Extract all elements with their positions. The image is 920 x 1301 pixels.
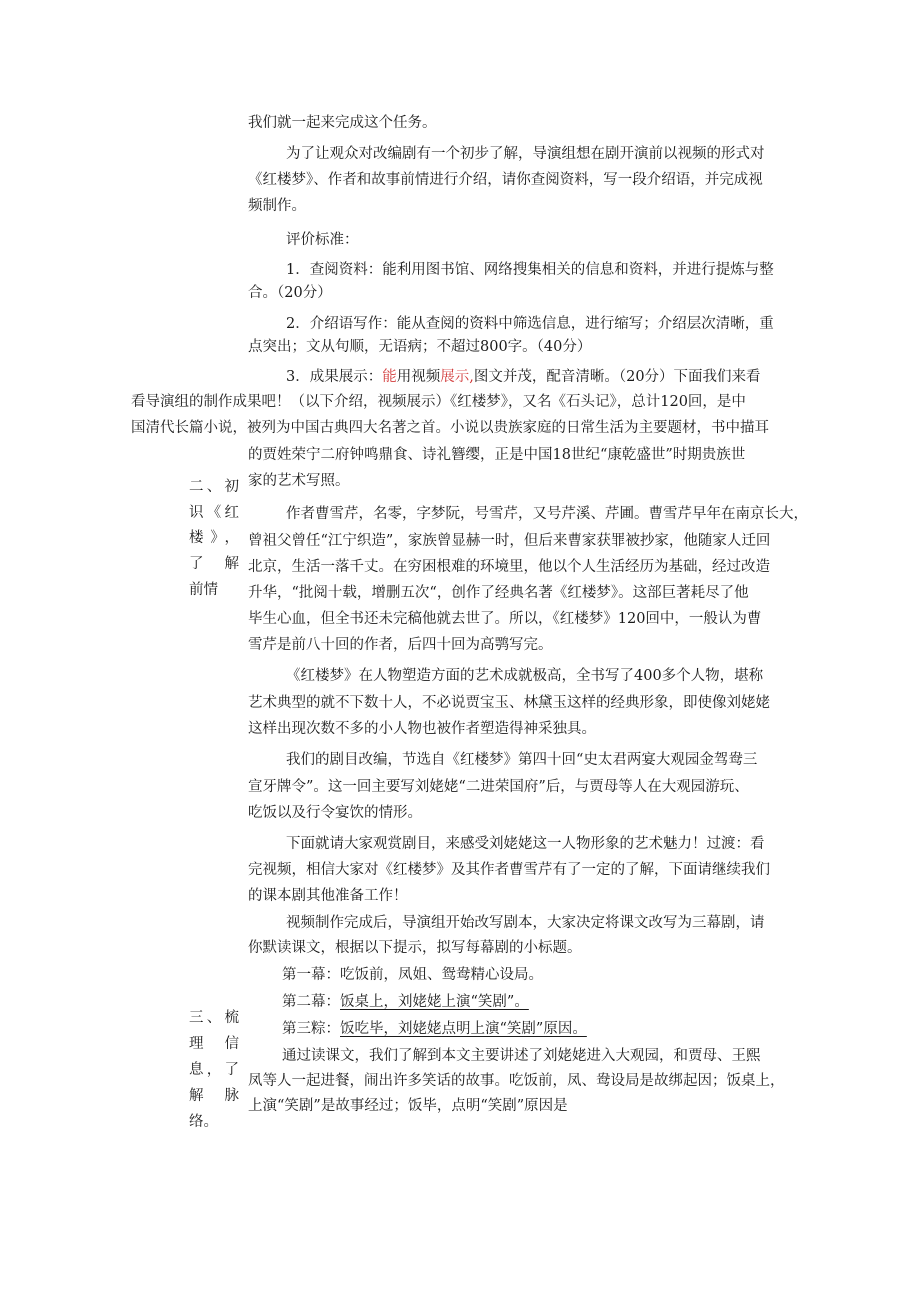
chars-line-1: 《红楼梦》在人物塑造方面的艺术成就极高，全书写了400多个人物，堪称 [286, 668, 764, 684]
section-3-label-1: 三、梳 [189, 1010, 239, 1026]
criteria-1-line-1: 1．查阅资料：能利用图书馆、网络搜集相关的信息和资料，并进行提炼与整 [286, 262, 774, 278]
act-3-answer: 饭吃毕，刘姥姥点明上演“笑剧”原因。 [340, 1021, 587, 1037]
section-2-label-1: 二、初 [189, 479, 239, 495]
summary-line-1: 通过读课文，我们了解到本文主要讲述了刘姥姥进入大观园，和贾母、王熙 [282, 1048, 761, 1064]
criteria-2-line-2: 点突出；文从句顺，无语病；不超过800字。（40分） [248, 339, 592, 355]
task-line-2: 《红楼梦》、作者和故事前情进行介绍，请你查阅资料，写一段介绍语，并完成视 [248, 172, 763, 188]
author-line-4: 升华，“批阅十载，增删五次“，创作了经典名著《红楼梦》。这部巨著耗尽了他 [248, 585, 749, 601]
watch-line-2: 完视频，相信大家对《红楼梦》及其作者曹雪芹有了一定的了解，下面请继续我们 [248, 862, 770, 878]
author-line-2: 曾祖父曾任“江宁织造”，家族曾显赫一时，但后来曹家获罪被抄家，他随家人迁回 [248, 533, 771, 549]
section-2-label-2: 识《红 [189, 505, 239, 521]
chars-line-2: 艺术典型的就不下数十人，不必说贾宝玉、林黛玉这样的经典形象，即使像刘姥姥 [248, 695, 770, 711]
criteria-3-pre: 3．成果展示： [286, 369, 383, 385]
criteria-3-red-2: 展示, [440, 369, 474, 385]
adapt-line-2: 宣牙牌令”。这一回主要写刘姥姥“二进荣国府”后，与贾母等人在大观园游玩、 [248, 779, 749, 795]
watch-line-3: 的课本剧其他准备工作！ [248, 888, 408, 904]
adapt-line-1: 我们的剧目改编，节选自《红楼梦》第四十回“史太君两宴大观园金驾鸯三 [286, 752, 758, 768]
watch-line-1: 下面就请大家观赏剧目，来感受刘姥姥这一人物形象的艺术魅力！过渡：看 [286, 836, 765, 852]
intro-line-1: 看导演组的制作成果吧！（以下介绍，视频展示）《红楼梦》，又名《石头记》，总计120回，是中 [131, 394, 746, 410]
summary-line-2: 凤等人一起进餐，闹出许多笑话的故事。吃饭前，凤、鸯设局是故绑起因；饭桌上， [248, 1073, 785, 1089]
criteria-title: 评价标准： [286, 232, 359, 248]
adapt-line-3: 吃饭以及行令宴饮的情形。 [248, 805, 422, 821]
section-3-label-3: 息，了 [189, 1062, 239, 1078]
author-line-3: 北京，生活一落千丈。在穷困根难的环境里，他以个人生活经历为基础，经过改造 [248, 559, 770, 575]
author-line-6: 雪芹是前八十回的作者，后四十回为高鹗写完。 [248, 637, 553, 653]
chars-line-3: 这样出现次数不多的小人物也被作者塑造得神采独具。 [248, 721, 596, 737]
intro-line-3: 的贾姓荣宁二府钟鸣鼎食、诗礼簪缨，正是中国18世纪“康乾盛世”时期贵族世 [248, 447, 746, 463]
act-2-prefix: 第二幕： [282, 994, 340, 1010]
task-line-3: 频制作。 [248, 198, 306, 214]
author-line-1: 作者曹雪芹，名零，字梦阮，号雪芹，又号芹溪、芹圃。曹雪芹早年在南京长大， [286, 506, 808, 522]
section-3-label-2: 理 信 [189, 1036, 239, 1052]
task-line-1: 为了让观众对改编剧有一个初步了解，导演组想在剧开演前以视频的形式对 [286, 146, 765, 162]
section-2-label-5: 前情 [189, 582, 218, 598]
video-line-2: 你默读课文，根据以下提示，拟写每幕剧的小标题。 [248, 940, 582, 956]
criteria-3-red-1: 能 [382, 369, 397, 385]
act-1: 第一幕：吃饭前，凤姐、鸳鸯精心设局。 [282, 967, 543, 983]
criteria-1-line-2: 合。（20分） [248, 285, 332, 301]
act-2 [282, 991, 529, 1013]
criteria-3-mid: 用视频 [396, 369, 441, 385]
criteria-3-post: 图文并茂，配音清晰。（20分）下面我们来看 [473, 369, 761, 385]
section-2-label-3: 楼》， [189, 530, 239, 546]
section-3-label-4: 解 脉 [189, 1088, 239, 1104]
section-3-label-5: 络。 [189, 1114, 218, 1130]
intro-line-2: 国清代长篇小说，被列为中国古典四大名著之首。小说以贵族家庭的日常生活为主要题材，书中描耳 [131, 420, 769, 436]
summary-line-3: 上演“笑剧”是故事经过；饭毕，点明“笑剧”原因是 [248, 1098, 568, 1114]
section-2-label-4: 了 解 [189, 556, 239, 572]
video-line-1: 视频制作完成后，导演组开始改写剧本，大家决定将课文改写为三幕剧，请 [286, 915, 765, 931]
act-3 [282, 1018, 587, 1040]
criteria-2-line-1: 2．介绍语写作：能从查阅的资料中筛选信息，进行缩写；介绍层次清晰，重 [286, 316, 774, 332]
act-2-answer: 饭桌上，刘姥姥上演“笑剧”。 [340, 994, 529, 1010]
intro-line-4: 家的艺术写照。 [248, 473, 350, 489]
intro-end-line: 我们就一起来完成这个任务。 [248, 115, 437, 131]
author-line-5: 毕生心血，但全书还未完稿他就去世了。所以，《红楼梦》120回中，一般认为曹 [248, 611, 762, 627]
criteria-3-line [286, 366, 761, 388]
act-3-prefix: 第三粽： [282, 1021, 340, 1037]
